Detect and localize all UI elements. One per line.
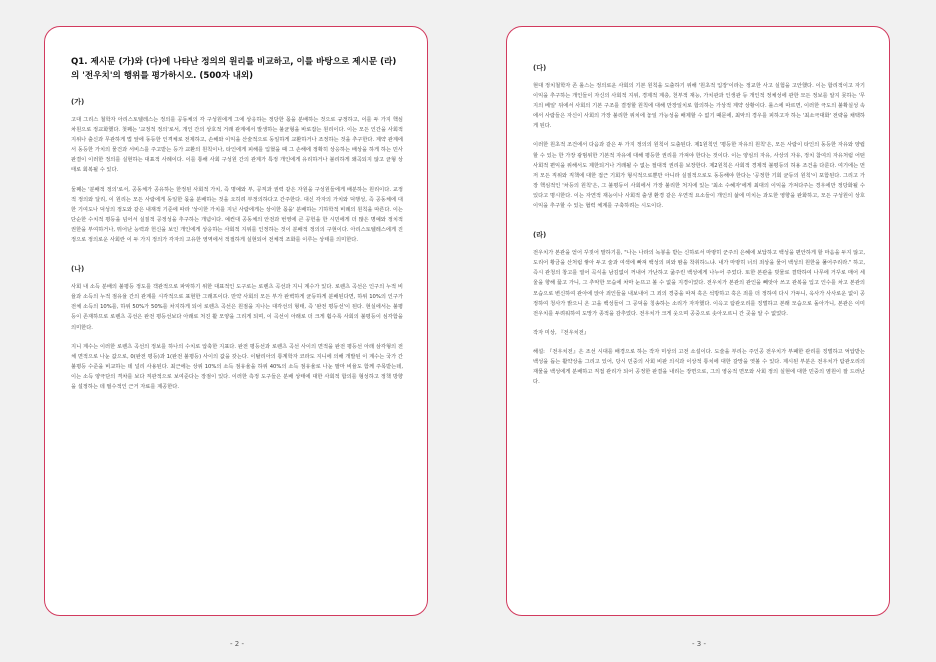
passage-ra-commentary: 해설: 『전우치전』은 조선 시대를 배경으로 하는 작자 미상의 고전 소설이다. 도술을 부리는 주인공 전우치가 부패한 관리를 징벌하고 억압받는 백성을 돕는 활약상을 그리고 있어, 당시 민중의 사회 비판 의식과 이상적 통치에 대한 갈망을 엿볼 수 있다. 제시된 부분은 전우치가 탐관오리의 재물을 백성에게 분배하고 직접 관리가 되어 공정한 판결을 내리는 장면으로, 그의 영웅적 면모와 사회 정의 실현에 대한 민중의 염원이 잘 드러난다. — [533, 348, 865, 386]
page-left-content — [71, 55, 403, 401]
page-number-left: - 2 - — [230, 640, 244, 648]
section-label-ga: (가) — [71, 98, 85, 106]
page-right — [506, 26, 890, 616]
page-right-content — [533, 63, 865, 396]
passage-ra-paragraph-1: 전우치가 본관을 얻어 꾸짖어 말하기를, "나는 나라의 녹봉을 받는 신하로서 마땅히 군주의 은혜에 보답하고 백성을 편안하게 할 마음을 두지 않고, 도리어 황금을 산처럼 쌓아 두고 술과 여색에 빠져 백성의 피와 땀을 착취하느냐. 내가 마땅히 너의 죄상을 물어 백성의 원한을 풀어주리라." 하고, 즉시 관청의 창고를 열어 곡식을 남김없이 꺼내어 가난하고 굶주린 백성에게 나누어 주었다. 또한 본관을 빗물로 결박하여 나무에 거꾸로 매어 세울을 향해 꿇고 가니, 그 추악한 모습에 차마 눈뜨고 볼 수 없을 지경이었다. 전우치가 본관의 관인을 빼앗아 쓰고 관복을 입고 인수를 차고 본관의 모습으로 변신하여 관아에 앉아 죄인들을 내보내어 그 죄의 경중을 따져 혹은 석방하고 혹은 죄를 더 정하여 다시 가두니, 옥사가 사사로운 없이 공정하여 청사가 밝으니 온 고을 백성들이 그 공덕을 칭송하는 소리가 자자했다. 이윽고 탐관오리를 징벌하고 본래 모습으로 돌아가니, 본관은 이미 전우치를 두려워하여 도망가 종적을 감추었다. 전우치가 크게 웃으며 공중으로 솟아오르니 간 곳을 알 수 없었다. — [533, 250, 865, 317]
passage-na-paragraph-2: 지니 계수는 이러한 로렌츠 곡선의 정보를 하나의 수치로 압축한 지표다. 완전 평등선과 로렌츠 곡선 사이의 면적을 완전 평등선 아래 삼각형의 전체 면적으로 나눈 값으로, 0(완전 평등)과 1(완전 불평등) 사이의 값을 갖는다. 이탈리아의 통계학자 코라도 지니에 의해 개발된 이 계수는 국가 간 불평등 수준을 비교하는 데 널리 사용된다. 최근에는 상위 10%의 소득 점유율을 하위 40%의 소득 점유율로 나눈 팔마 비율도 함께 주목받는데, 이는 소득 양극단의 격차를 보다 직관적으로 보여준다는 장점이 있다. 이러한 측정 도구들은 분배 상태에 대한 사회적 합의를 형성하고 정책 방향을 설정하는 데 필수적인 근거 자료를 제공한다. — [71, 343, 403, 390]
question-title: Q1. 제시문 (가)와 (다)에 나타난 정의의 원리를 비교하고, 이를 바탕으로 제시문 (라)의 '전우치'의 행위를 평가하시오. (500자 내외) — [71, 57, 397, 81]
passage-ga-paragraph-2: 둘째는 '분배적 정의'로서, 공동체가 공유하는 한정된 사회적 가치, 즉 명예와 부, 공직과 권력 같은 자원을 구성원들에게 배분하는 원리이다. 교정적 정의와 달리, 이 원리는 모든 사람에게 동일한 몫을 분배하는 것을 오히려 부정의하다고 간주한다. 대신 각자의 가치와 덕행성, 즉 공동체에 대한 기여도나 덕성의 정도와 같은 내재적 기준에 따라 '상이한 가치를 지닌 사람에게는 상이한 몫을' 분배하는 기하학적 비례의 원칙을 따른다. 이는 단순한 수치적 평등을 넘어서 실질적 공정성을 추구하는 개념이다. 예컨대 공동체의 안전과 번영에 큰 공헌을 한 시민에게 더 많은 명예와 정치적 권한을 부여하거나, 뛰어난 능력과 헌신을 보인 개인에게 상응하는 사회적 지위를 인정하는 것이 분배적 정의의 구현이다. 아리스토텔레스에게 진정으로 정의로운 사회란 이 두 가지 정의가 각자의 고유한 영역에서 적절하게 실현되어 전체적 조화를 이루는 상태를 의미한다. — [71, 186, 403, 244]
section-label-ra: (라) — [533, 231, 547, 240]
page-number-right: - 3 - — [692, 640, 706, 648]
passage-da-paragraph-1: 현대 정치철학자 존 롤스는 정의로운 사회의 기본 원칙을 도출하기 위해 '원초적 입장'이라는 정교한 사고 실험을 고안했다. 이는 합리적이고 자기 이익을 추구하는 개인들이 자신의 사회적 지위, 경제적 계층, 천부적 재능, 가치관과 인생관 등 개인적 정체성에 관한 모든 정보를 알지 못하는 '무지의 베일' 뒤에서 사회의 기본 구조를 결정할 원칙에 대해 만장일치로 합의하는 가상적 계약 상황이다. 롤스에 따르면, 이러한 극도의 불확실성 속에서 사람들은 자신이 사회의 가장 불리한 위치에 놓일 가능성을 배제할 수 없기 때문에, 최악의 경우를 피하고자 하는 '최소극대화' 전략을 채택하게 된다. — [533, 83, 865, 130]
passage-ra-source: 작자 미상, 『전우치전』 — [533, 329, 590, 336]
passage-ga-paragraph-1: 고대 그리스 철학자 아리스토텔레스는 정의를 공동체의 각 구성원에게 그에 상응하는 정당한 몫을 분배하는 것으로 규정하고, 이를 두 가지 핵심 차원으로 정교화했다. 첫째는 '교정적 정의'로서, 개인 간의 상호적 거래 관계에서 발생하는 불균형을 바로잡는 원리이다. 이는 모든 인간을 사회적 지위나 출신과 무관하게 법 앞에 동등한 인격체로 전제하고, 손해와 이익을 산술적으로 동일하게 교환하거나 조정하는 것을 추구한다. 계약 관계에서 동등한 가치의 물건과 서비스를 주고받는 등가 교환의 원칙이나, 타인에게 피해를 입혔을 때 그 손해에 정확히 상응하는 배상을 하게 하는 민사 판결이 이러한 정의를 실현하는 대표적 사례이다. 이를 통해 사회 구성원 간의 관계가 특정 개인에게 유리하거나 불리하게 왜곡되지 않고 균형 상태로 회복될 수 있다. — [71, 117, 403, 174]
section-label-na: (나) — [71, 265, 85, 274]
passage-na-paragraph-1: 사회 내 소득 분배의 불평등 정도를 객관적으로 파악하기 위한 대표적인 도구로는 로렌츠 곡선과 지니 계수가 있다. 로렌츠 곡선은 인구의 누적 비율과 소득의 누적 점유율 간의 관계를 시각적으로 표현한 그래프이다. 만약 사회의 모든 부가 완벽하게 균등하게 분배된다면, 하위 10%의 인구가 전체 소득의 10%를, 하위 50%가 50%를 차지하게 되어 로렌츠 곡선은 원점을 지나는 대각선의 형태, 즉 '완전 평등선'이 된다. 현실에서는 불평등이 존재하므로 로렌츠 곡선은 완전 평등선보다 아래로 처진 활 모양을 그리게 되며, 이 곡선이 아래로 더 크게 휠수록 사회의 불평등이 심각함을 의미한다. — [71, 284, 403, 331]
page-left — [44, 26, 428, 616]
passage-da-paragraph-2: 이러한 원초적 조건에서 다음과 같은 두 가지 정의의 원칙이 도출된다. 제1원칙인 '평등한 자유의 원칙'은, 모든 사람이 타인의 동등한 자유와 양립할 수 있는 한 가장 광범위한 기본적 자유에 대해 평등한 권리를 가져야 한다는 것이다. 이는 양심의 자유, 사상의 자유, 정치 참여의 자유처럼 어떤 사회적 편익을 위해서도 제한되거나 거래될 수 없는 절대적 권리를 보장한다. 제2원칙은 사회적 경제적 불평등의 허용 조건을 다룬다. 여기에는 먼저 모든 직위와 직책에 대한 접근 기회가 형식적으로뿐만 아니라 실질적으로도 동등해야 한다는 '공정한 기회 균등의 원칙'이 포함된다. 그리고 가장 핵심적인 '차등의 원칙'은, 그 불평등이 사회에서 가장 불리한 처지에 있는 '최소 수혜자'에게 최대의 이익을 가져다주는 경우에만 정당화될 수 있다고 명시한다. 이는 자연적 재능이나 사회적 출생 환경 같은 우연적 요소들이 개인의 삶에 미치는 과도한 영향을 완화하고, 모든 구성원이 상호 이익을 추구할 수 있는 협력 체계를 구축하려는 시도이다. — [533, 142, 865, 210]
section-label-da: (다) — [533, 64, 547, 72]
